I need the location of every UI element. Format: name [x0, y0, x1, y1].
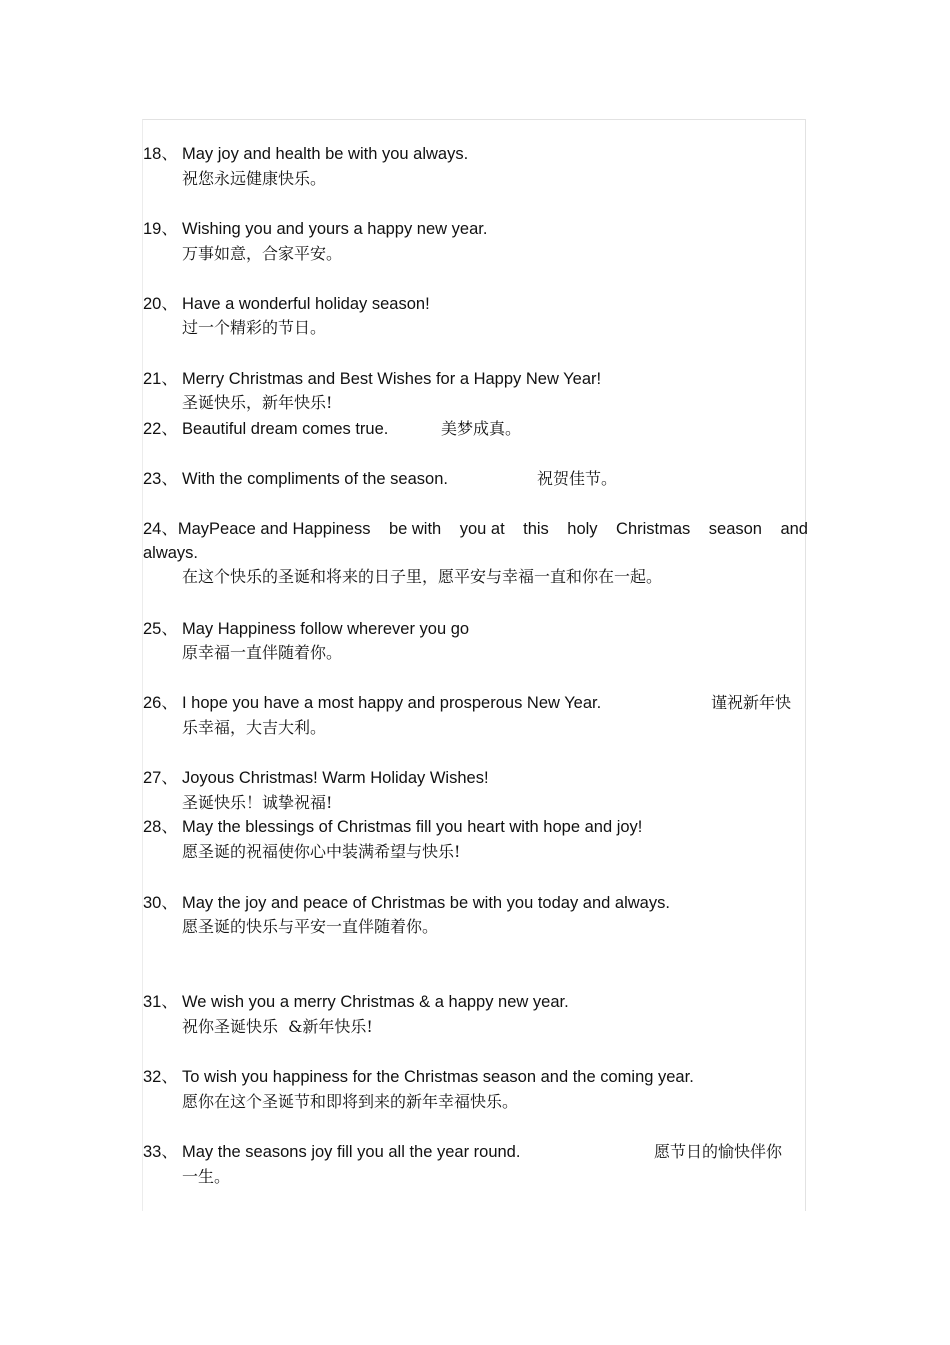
- entry-number: 28、: [143, 818, 178, 836]
- entry-27-english: [143, 767, 489, 789]
- entry-number: 20、: [143, 295, 178, 313]
- entry-24-english-line2: always.: [143, 544, 199, 562]
- entry-26-english: [143, 692, 601, 714]
- entry-text: Have a wonderful holiday season!: [182, 295, 430, 313]
- entry-18-english: [143, 143, 468, 165]
- entry-19-english: [143, 218, 487, 240]
- entry-text: Beautiful dream comes true.: [182, 420, 389, 438]
- entry-text: May the joy and peace of Christmas be with you today and always.: [182, 894, 670, 912]
- entry-26-chinese-start: 谨祝新年快: [711, 693, 792, 712]
- entry-24-word-5: Christmas: [616, 520, 691, 538]
- entry-28-chinese: 愿圣诞的祝福使你心中装满希望与快乐!: [182, 842, 461, 861]
- entry-27-chinese: 圣诞快乐！诚挚祝福!: [182, 793, 333, 812]
- entry-18-chinese: 祝您永远健康快乐。: [182, 169, 327, 188]
- entry-text: May the seasons joy fill you all the year round.: [182, 1143, 521, 1161]
- entry-number: 22、: [143, 420, 178, 438]
- entry-text: With the compliments of the season.: [182, 470, 448, 488]
- entry-19-chinese: 万事如意，合家平安。: [182, 244, 343, 263]
- entry-number: 32、: [143, 1068, 178, 1086]
- entry-text: May the blessings of Christmas fill you heart with hope and joy!: [182, 818, 643, 836]
- entry-text: Merry Christmas and Best Wishes for a Happy New Year!: [182, 370, 602, 388]
- entry-text: I hope you have a most happy and prosperous New Year.: [182, 694, 602, 712]
- entry-number: 25、: [143, 620, 178, 638]
- entry-33-english: [143, 1141, 520, 1163]
- entry-24-word-3: this: [523, 520, 549, 538]
- entry-24-chinese: 在这个快乐的圣诞和将来的日子里，愿平安与幸福一直和你在一起。: [182, 567, 663, 586]
- entry-22-chinese: 美梦成真。: [441, 419, 522, 438]
- entry-22-english: [143, 418, 388, 440]
- entry-23-english: [143, 468, 448, 490]
- entry-21-chinese: 圣诞快乐，新年快乐!: [182, 393, 333, 412]
- entry-26-chinese: 乐幸福，大吉大利。: [182, 718, 327, 737]
- entry-25-english: [143, 618, 469, 640]
- entry-number: 33、: [143, 1143, 178, 1161]
- entry-28-english: [143, 816, 642, 838]
- entry-24-word: [143, 518, 370, 540]
- entry-number: 30、: [143, 894, 178, 912]
- entry-32-english: [143, 1066, 694, 1088]
- entry-25-chinese: 原幸福一直伴随着你。: [182, 643, 343, 662]
- entry-number: 24、: [143, 520, 178, 538]
- entry-24-word-2: you at: [459, 520, 505, 538]
- entry-30-english: [143, 892, 670, 914]
- entry-31-english: [143, 991, 569, 1013]
- entry-24-word-0: MayPeace and Happiness: [177, 520, 371, 538]
- entry-30-chinese: 愿圣诞的快乐与平安一直伴随着你。: [182, 917, 439, 936]
- entry-text: Wishing you and yours a happy new year.: [182, 220, 488, 238]
- entry-number: 23、: [143, 470, 178, 488]
- entry-text: May joy and health be with you always.: [182, 145, 469, 163]
- entry-24-word-6: season: [708, 520, 762, 538]
- entry-21-english: [143, 368, 601, 390]
- entry-20-chinese: 过一个精彩的节日。: [182, 318, 327, 337]
- entry-20-english: [143, 293, 430, 315]
- entry-number: 18、: [143, 145, 178, 163]
- entry-text: Joyous Christmas! Warm Holiday Wishes!: [182, 769, 489, 787]
- entry-text: We wish you a merry Christmas & a happy new year.: [182, 993, 569, 1011]
- entry-33-chinese: 一生。: [182, 1167, 231, 1186]
- entry-text: To wish you happiness for the Christmas season and the coming year.: [182, 1068, 694, 1086]
- entry-33-chinese-start: 愿节日的愉快伴你: [654, 1142, 783, 1161]
- entry-24-english-line1: [143, 518, 808, 540]
- entry-number: 27、: [143, 769, 178, 787]
- entry-number: 31、: [143, 993, 178, 1011]
- entry-31-chinese: 祝你圣诞快乐 &新年快乐!: [182, 1017, 373, 1036]
- entry-24-word-1: be with: [388, 520, 442, 538]
- entry-number: 21、: [143, 370, 178, 388]
- page-frame: [142, 119, 806, 1211]
- entry-text: May Happiness follow wherever you go: [182, 620, 470, 638]
- entry-24-word-4: holy: [567, 520, 598, 538]
- entry-24-word-7: and: [780, 520, 808, 538]
- entry-number: 19、: [143, 220, 178, 238]
- entry-number: 26、: [143, 694, 178, 712]
- entry-23-chinese: 祝贺佳节。: [537, 469, 618, 488]
- entry-32-chinese: 愿你在这个圣诞节和即将到来的新年幸福快乐。: [182, 1092, 519, 1111]
